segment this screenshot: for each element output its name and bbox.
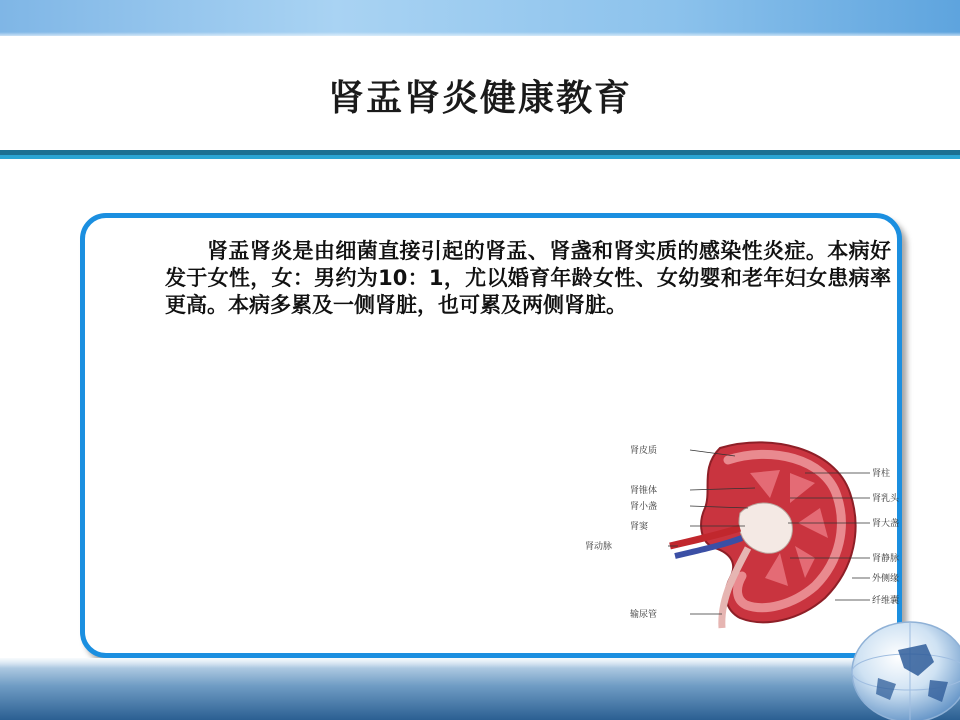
body-text: 肾盂肾炎是由细菌直接引起的肾盂、肾盏和肾实质的感染性炎症。本病好发于女性，女：男约为10：1，尤以婚育年龄女性、女幼婴和老年妇女患病率更高。本病多累及一侧肾脏，也可累及两侧肾脏。 — [165, 239, 891, 317]
label-renal-pyramid: 肾锥体 — [630, 486, 658, 496]
label-renal-artery: 肾动脉 — [585, 542, 613, 552]
label-ureter: 输尿管 — [630, 610, 658, 620]
globe-icon — [838, 610, 960, 720]
label-renal-sinus: 肾窦 — [630, 522, 649, 532]
label-renal-cortex: 肾皮质 — [630, 446, 658, 456]
label-renal-column: 肾柱 — [872, 469, 891, 479]
top-banner — [0, 0, 960, 36]
label-renal-vein: 肾静脉 — [872, 554, 900, 564]
label-lateral-border: 外侧缘 — [872, 574, 900, 584]
label-minor-calyx: 肾小盏 — [630, 502, 658, 512]
kidney-diagram — [585, 428, 900, 628]
content-card — [80, 213, 902, 658]
label-major-calyx: 肾大盏 — [872, 519, 900, 529]
bottom-banner — [0, 658, 960, 720]
label-renal-papilla: 肾乳头 — [872, 494, 900, 504]
page-title: 肾盂肾炎健康教育 — [327, 78, 632, 119]
title-divider-accent — [0, 155, 960, 159]
label-fibrous-capsule: 纤维囊 — [872, 596, 900, 606]
